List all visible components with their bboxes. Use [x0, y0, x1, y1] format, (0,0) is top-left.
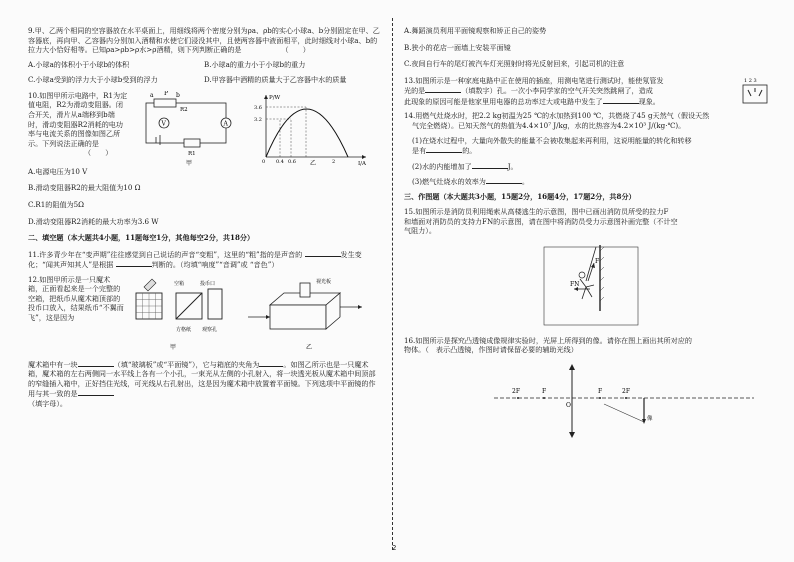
q12-blank3[interactable]	[78, 388, 114, 396]
q14-sub1-text: (1)在烧水过程中，大量向外散失的能量不会被收集起来再利用，这说明能量的转化和转移	[412, 135, 692, 145]
q10-stem-text: 10.如图甲所示电路中，R1为定值电阻，R2为滑动变阻器。闭合开关，滑片从a端移到b端时，滑动变阻器R2消耗的电功率与电流关系的图像如图乙所示。下列说法正确的是	[28, 90, 128, 148]
q9-option-a: A.小球a的体积小于小球b的体积	[28, 59, 130, 69]
q16-lens-figure[interactable]	[404, 360, 770, 446]
q12-line2: 魔术箱中有一块	[28, 359, 78, 369]
q14-line1: 14.用燃气灶烧水时，把2.2 kg初温为25 ℃的水加热到100 ℃，共燃烧了45 g天然气（假设天然	[404, 111, 710, 121]
label-r1: R1	[188, 150, 196, 157]
q12-option-b: B.狭小的花店一面墙上安装平面镜	[404, 42, 511, 52]
label-f-right: F	[598, 387, 603, 395]
q10-option-a: A.电源电压为10 V	[28, 166, 88, 176]
label-grid-paper: 方格纸	[176, 326, 192, 333]
q11-blank1[interactable]	[305, 249, 341, 257]
q11-line3: “音色”）	[249, 260, 279, 270]
q11-line2b: 判断的。（均填“响度”“音调”或	[151, 260, 248, 270]
q10-stem	[28, 91, 128, 162]
q14-sub2	[404, 161, 770, 172]
tick-y-36: 3.6	[254, 104, 262, 111]
q13-block	[404, 76, 770, 112]
q15-figure[interactable]	[404, 241, 770, 333]
q14-sub3	[404, 176, 770, 187]
q15-line2: 和墙面对消防员的支持力FN的示意图，请在图中将消防员受力示意图补画完整（不计空	[404, 216, 678, 226]
q14-sub2b: J。	[507, 161, 518, 171]
q14-sub1c: 的。	[462, 146, 477, 156]
q10-power-graph	[254, 95, 367, 167]
tick-x-06: 0.6	[288, 158, 296, 165]
q13-line3b: 现象。	[638, 96, 660, 106]
q14-sub3b: 。	[521, 177, 529, 187]
q16-line1: 16.如图所示是探究凸透镜成像规律实验时，光屏上所得到的像。请你在图上画出其所对应的	[404, 335, 692, 345]
q14	[404, 111, 770, 130]
tick-x-2: 2	[332, 158, 336, 165]
q13	[404, 76, 732, 107]
graph-origin: 0	[262, 158, 266, 165]
label-b: b	[176, 91, 180, 99]
label-light-board: 视光板	[316, 278, 332, 285]
fig-jia-label: 甲	[186, 159, 193, 167]
label-r2: R2	[180, 106, 188, 113]
tick-x-04: 0.4	[276, 158, 284, 165]
q14-sub3-text: (3)燃气灶烧水的效率为	[412, 177, 486, 187]
left-column	[28, 26, 380, 414]
q13-line3a: 此现象的原因可能是他家里用电器的总功率过大或电路中发生了	[404, 96, 603, 106]
q13-line2b: （填数字）孔。一次小李同学家的空气开关突然跳闸了，造成	[461, 86, 653, 96]
q13-line1: 13.如图所示是一种家庭电路中正在使用的插座，用测电笔进行测试时，能使氖管发	[404, 75, 664, 85]
q10-block	[28, 91, 380, 167]
graph-x-label: I/A	[358, 160, 366, 167]
power-curve	[266, 109, 348, 157]
q14-line2: 气完全燃烧）。已知天然气的热值为4.4×10⁷ J/kg，水的比热容为4.2×10³ J/(kg·℃)。	[412, 120, 686, 130]
q12-fig-yi: 乙	[306, 343, 313, 351]
q12-line3: （填字母）。	[28, 399, 68, 408]
q12-blank1[interactable]	[78, 359, 114, 367]
q12-option-c: C.夜间自行车的尾灯被汽车灯光照射时将光反射回来，引起司机的注意	[404, 59, 625, 69]
q9-options-row2	[28, 75, 380, 85]
label-v: V	[161, 120, 166, 128]
fig-yi-label: 乙	[310, 159, 317, 167]
q11-line1: 11.许多青少年在“变声期”往往感觉到自己说话的声音“变粗”，这里的“粗”指的是声音的	[28, 249, 303, 259]
q11-line2: 发生变化；“闻其声知其人”是根据	[28, 249, 362, 270]
q12-block	[28, 275, 380, 359]
q10-option-c: C.R1的阻值为5Ω	[28, 199, 85, 209]
page-number: 2	[392, 544, 397, 552]
q9-stem-text: 9.甲、乙两个相同的空容器放在水平桌面上，用细线将两个密度分别为ρa、ρb的实心小球a、b分别固定在甲、乙容器底，再向甲、乙容器内分别加入酒精和水使它们浸没其中，且使两容器中液面相平，此时细线对小球a、b的拉力大小恰好相等。已知ρa>ρb>ρ水>ρ酒精，则下列判断正确的是	[28, 26, 380, 55]
label-optical-center: O	[566, 401, 571, 409]
section-2-heading: 二、填空题（本大题共4小题，11题每空1分，其他每空2分，共18分）	[28, 233, 255, 243]
label-a: a	[150, 91, 154, 99]
socket-hole-numbers: 1 2 3	[744, 77, 757, 84]
q12-magic-box-yi	[248, 278, 362, 351]
q10-circuit-diagram	[146, 91, 231, 167]
tick-y-32: 3.2	[254, 116, 262, 123]
q12-rest	[28, 359, 380, 409]
graph-y-label: P/W	[269, 94, 281, 101]
section-3-heading: 三、作图题（本大题共3小题，15题2分，16题4分，17题2分，共8分）	[404, 191, 636, 201]
label-f-left: F	[542, 387, 547, 395]
q13-socket-figure	[740, 76, 770, 106]
label-2f-left: 2F	[512, 387, 520, 395]
q12-blank2[interactable]	[259, 359, 283, 367]
q9-options-row1	[28, 60, 380, 70]
q12-magic-box-jia	[136, 279, 222, 351]
q10-option-d: D.滑动变阻器R2消耗的最大功率为3.6 W	[28, 216, 159, 226]
column-divider	[392, 18, 393, 550]
r2-resistor	[154, 99, 176, 107]
q14-blank3[interactable]	[486, 176, 522, 184]
q10-paren: （ ）	[84, 148, 113, 158]
q10-option-b: B.滑动变阻器R2的最大阻值为10 Ω	[28, 183, 141, 193]
label-coin-slot: 投币口	[200, 280, 216, 287]
q13-line2a: 光的是	[404, 86, 426, 96]
label-ammeter: A	[223, 120, 228, 128]
q14-blank1[interactable]	[426, 145, 462, 153]
label-empty-box: 空箱	[174, 280, 185, 287]
coin-note-icon	[144, 279, 156, 291]
q14-sub2-text: (2)水的内能增加了	[412, 161, 472, 171]
q12-fig-jia: 甲	[170, 343, 177, 351]
q9-stem	[28, 26, 380, 55]
q14-sub1b: 是有	[412, 146, 427, 156]
q15-force-fn: FN	[570, 281, 580, 288]
q12-line2b: （填“玻璃板”或“平面镜”），它与箱底的夹角为	[113, 359, 260, 369]
q16	[404, 336, 770, 355]
q14-blank2[interactable]	[472, 161, 508, 169]
q13-blank1[interactable]	[425, 85, 461, 93]
q11	[28, 249, 380, 270]
q13-blank2[interactable]	[603, 96, 639, 104]
q12-option-a: A.舞蹈演员利用平面镜观察和矫正自己的姿势	[404, 26, 547, 35]
q15-line3: 气阻力）。	[404, 226, 436, 236]
q11-blank2[interactable]	[116, 259, 152, 267]
q9-option-b: B.小球a的重力小于小球b的重力	[204, 59, 306, 69]
q15-line1: 15.如图所示是消防员利用绳索从高楼逃生的示意图，图中已画出消防员所受的拉力F	[404, 207, 669, 217]
label-p: P	[164, 90, 169, 97]
q12-line2c: 。如图乙所示也是一只魔术箱，魔术箱的左右两侧同一水平线上各有一个小孔，一束光从左侧的小孔射入，将一块透光板从魔术箱中间顶部的窄缝插入箱中，正好挡住光线，可光线从右孔射出，这是因为魔术箱中放置着平面镜。下列选项中平面镜的作用与其一致的是	[28, 359, 376, 399]
q14-sub1	[404, 136, 770, 156]
q9-paren: （ ）	[281, 45, 310, 55]
q12-figures	[130, 275, 374, 359]
label-2f-right: 2F	[622, 387, 630, 395]
q15	[404, 207, 770, 236]
r1-resistor	[184, 139, 200, 147]
q9-option-d: D.甲容器中酒精的质量大于乙容器中水的质量	[204, 75, 347, 85]
q10-figures	[136, 91, 372, 167]
socket-icon	[743, 85, 767, 103]
q15-force-f: F	[595, 258, 600, 265]
right-column	[404, 26, 770, 448]
label-image: 像	[647, 415, 653, 422]
light-board	[300, 283, 310, 297]
q12-stem: 12.如图甲所示是一只魔术箱，正面看起来是一个完整的空箱，把纸币从魔术箱顶部的投币口放入，结果纸币“不翼而飞”，这是因为	[28, 274, 124, 322]
q9-option-c: C.小球a受到的浮力大于小球b受到的浮力	[28, 75, 158, 85]
q16-line2: 物体。（ 表示凸透镜，作图时请保留必要的辅助光线）	[404, 345, 578, 355]
firefighter-head	[579, 272, 585, 278]
label-peephole: 观察孔	[202, 326, 218, 333]
